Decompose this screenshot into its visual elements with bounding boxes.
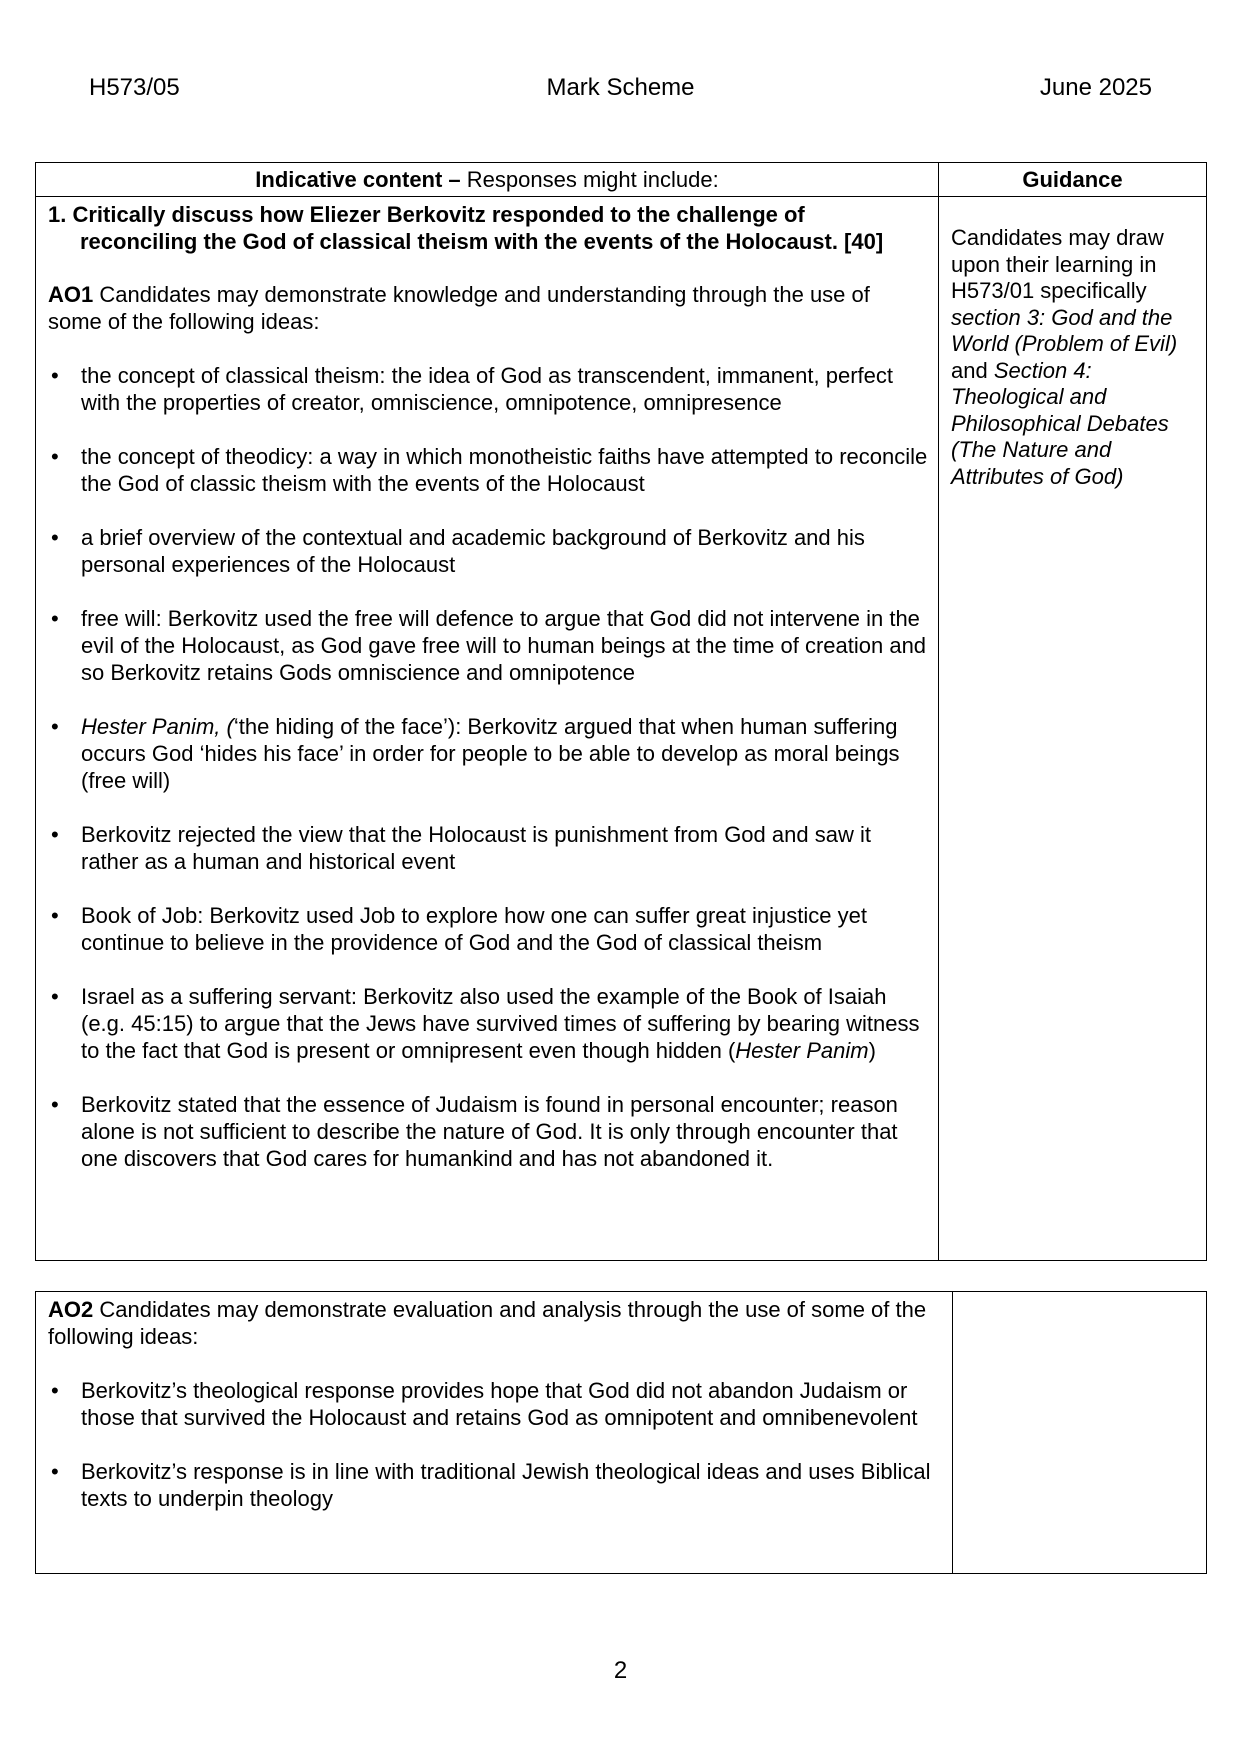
guidance-header [939, 163, 1207, 197]
guidance-section-3: section 3: God and the World (Problem of Evil) [951, 304, 1178, 356]
page-number: 2 [613, 1657, 628, 1684]
guidance-header-text: Guidance [1022, 167, 1123, 192]
list-item: • free will: Berkovitz used the free will defence to argue that God did not intervene in the evil of the Holocaust, as God gave free will to human beings at the time of creation and so Berkovitz retains Gods omniscience and omnipotence [48, 605, 928, 686]
guidance-cell [939, 197, 1207, 1261]
israel-text: Israel as a suffering servant: Berkovitz also used the example of the Book of Isaiah (e.g. 45:15) to argue that the Jews have survived times of suffering by bearing witness to the fact that God is present or omnipresent even though hidden ( [81, 984, 920, 1063]
list-item: • the concept of classical theism: the idea of God as transcendent, immanent, perfect with the properties of creator, omniscience, omnipotence, omnipresence [48, 362, 928, 416]
question-text: 1. Critically discuss how Eliezer Berkovitz responded to the challenge of reconciling the God of classical theism with the events of the Holocaust. [40] [48, 202, 884, 254]
list-item [48, 983, 928, 1064]
hester-panim-text: ‘the hiding of the face’): Berkovitz argued that when human suffering occurs God ‘hides his face’ in order for people to be able to develop as moral beings (free will) [81, 714, 900, 793]
list-item: • Berkovitz stated that the essence of Judaism is found in personal encounter; reason alone is not sufficient to describe the nature of God. It is only through encounter that one discovers that God cares for humankind and has not abandoned it. [48, 1091, 928, 1172]
header-bold-text: Indicative content – [255, 167, 461, 192]
ao2-content-cell [36, 1292, 953, 1574]
header-rest-text: Responses might include: [460, 167, 719, 192]
ao2-intro [48, 1296, 942, 1350]
list-item: • Berkovitz’s response is in line with traditional Jewish theological ideas and uses Biblical texts to underpin theology [48, 1458, 942, 1512]
list-item: • Berkovitz’s theological response provides hope that God did not abandon Judaism or those that survived the Holocaust and retains God as omnipotent and omnibenevolent [48, 1377, 942, 1431]
indicative-content-cell [36, 197, 939, 1261]
ao1-label: AO1 [48, 282, 94, 307]
list-item [48, 713, 928, 794]
israel-end: ) [868, 1038, 876, 1063]
hester-panim-term: Hester Panim, ( [81, 714, 234, 739]
indicative-content-header [36, 163, 939, 197]
ao1-intro-text: Candidates may demonstrate knowledge and understanding through the use of some of the following ideas: [48, 282, 870, 334]
document-code: H573/05 [89, 74, 180, 101]
document-title: Mark Scheme [546, 74, 695, 101]
guidance-text: Candidates may draw upon their learning in H573/01 specifically [951, 225, 1164, 303]
ao2-intro-text: Candidates may demonstrate evaluation and analysis through the use of some of the following ideas: [48, 1297, 927, 1349]
document-date: June 2025 [1039, 74, 1152, 101]
ao2-table [35, 1291, 1207, 1574]
ao1-bullet-list [48, 362, 928, 1172]
list-item: • the concept of theodicy: a way in which monotheistic faiths have attempted to reconcile the God of classic theism with the events of the Holocaust [48, 443, 928, 497]
ao2-guidance-cell [953, 1292, 1207, 1574]
guidance-section-4: Section 4: Theological and Philosophical Debates (The Nature and Attributes of God) [951, 357, 1169, 489]
israel-italic-term: Hester Panim [735, 1038, 869, 1063]
ao1-intro [48, 281, 928, 335]
ao2-bullet-list [48, 1377, 942, 1512]
list-item: • Book of Job: Berkovitz used Job to explore how one can suffer great injustice yet continue to believe in the providence of God and the God of classical theism [48, 902, 928, 956]
indicative-content-table [35, 162, 1207, 1261]
ao2-label: AO2 [48, 1297, 94, 1322]
list-item: • Berkovitz rejected the view that the Holocaust is punishment from God and saw it rather as a human and historical event [48, 821, 928, 875]
list-item: • a brief overview of the contextual and academic background of Berkovitz and his personal experiences of the Holocaust [48, 524, 928, 578]
guidance-and: and [951, 357, 994, 383]
